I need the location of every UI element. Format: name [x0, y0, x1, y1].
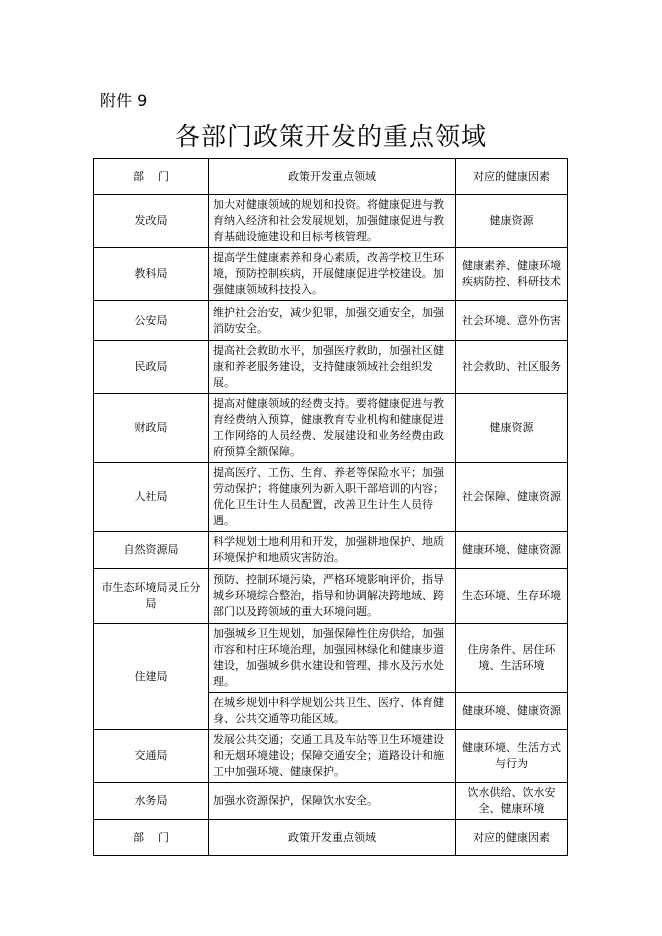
row-health-factor: 健康环境、健康资源 [456, 693, 568, 730]
table-row [94, 463, 568, 532]
footer-header-health-factor: 对应的健康因素 [456, 820, 568, 856]
table-row [94, 730, 568, 783]
table-header-row [94, 159, 568, 195]
header-department: 部 门 [94, 159, 209, 195]
row-department: 发改局 [94, 195, 209, 248]
row-department: 公安局 [94, 301, 209, 341]
table-row [94, 624, 568, 693]
table-footer-row [94, 820, 568, 856]
row-policy-focus: 提高对健康领域的经费支持。要将健康促进与教育经费纳入预算，健康教育专业机构和健康促进工作网络的人员经费、发展建设和业务经费由政府预算全额保障。 [209, 394, 456, 463]
row-health-factor: 住房条件、居住环境、生活环境 [456, 624, 568, 693]
table-row [94, 195, 568, 248]
table-row [94, 248, 568, 301]
attachment-label: 附件 9 [100, 91, 148, 110]
row-health-factor: 社会保障、健康资源 [456, 463, 568, 532]
row-health-factor: 饮水供给、饮水安全、健康环境 [456, 783, 568, 820]
row-health-factor: 社会救助、社区服务 [456, 341, 568, 394]
row-policy-focus: 科学规划土地利用和开发，加强耕地保护、地质环境保护和地质灾害防治。 [209, 532, 456, 569]
table-row [94, 569, 568, 624]
row-health-factor: 健康资源 [456, 195, 568, 248]
row-health-factor: 生态环境、生存环境 [456, 569, 568, 624]
row-health-factor: 健康环境、健康资源 [456, 532, 568, 569]
table-row [94, 341, 568, 394]
row-department: 民政局 [94, 341, 209, 394]
document-title: 各部门政策开发的重点领域 [174, 122, 487, 151]
row-department: 教科局 [94, 248, 209, 301]
row-policy-focus: 预防、控制环境污染，严格环境影响评价，指导城乡环境综合整治，指导和协调解决跨地域、跨部门以及跨领域的重大环境问题。 [209, 569, 456, 624]
row-department: 市生态环境局灵丘分局 [94, 569, 209, 624]
table-row [94, 394, 568, 463]
row-policy-focus: 在城乡规划中科学规划公共卫生、医疗、体育健身、公共交通等功能区域。 [209, 693, 456, 730]
row-health-factor: 健康环境、生活方式与行为 [456, 730, 568, 783]
row-department: 住建局 [94, 624, 209, 730]
footer-header-department: 部 门 [94, 820, 209, 856]
row-policy-focus: 提高学生健康素养和身心素质，改善学校卫生环境，预防控制疾病，开展健康促进学校建设。加强健康领域科技投入。 [209, 248, 456, 301]
row-health-factor: 社会环境、意外伤害 [456, 301, 568, 341]
row-health-factor: 健康素养、健康环境疾病防控、科研技术 [456, 248, 568, 301]
table-row [94, 783, 568, 820]
row-policy-focus: 提高社会救助水平，加强医疗救助，加强社区健康和养老服务建设，支持健康领域社会组织发展。 [209, 341, 456, 394]
row-department: 财政局 [94, 394, 209, 463]
row-policy-focus: 加大对健康领域的规划和投资。将健康促进与教育纳入经济和社会发展规划，加强健康促进与教育基础设施建设和目标考核管理。 [209, 195, 456, 248]
row-policy-focus: 维护社会治安，减少犯罪，加强交通安全，加强消防安全。 [209, 301, 456, 341]
row-policy-focus: 提高医疗、工伤、生育、养老等保险水平；加强劳动保护；将健康列为新入职干部培训的内容；优化卫生计生人员配置，改善卫生计生人员待遇。 [209, 463, 456, 532]
row-department: 水务局 [94, 783, 209, 820]
row-department: 交通局 [94, 730, 209, 783]
row-policy-focus: 发展公共交通；交通工具及车站等卫生环境建设和无烟环境建设；保障交通安全；道路设计和施工中加强环境、健康保护。 [209, 730, 456, 783]
header-health-factor: 对应的健康因素 [456, 159, 568, 195]
table-row [94, 532, 568, 569]
row-policy-focus: 加强水资源保护，保障饮水安全。 [209, 783, 456, 820]
footer-header-policy-focus: 政策开发重点领域 [209, 820, 456, 856]
row-department: 人社局 [94, 463, 209, 532]
policy-table [93, 158, 568, 856]
row-department: 自然资源局 [94, 532, 209, 569]
row-policy-focus: 加强城乡卫生规划，加强保障性住房供给，加强市容和村庄环境治理，加强园林绿化和健康步道建设，加强城乡供水建设和管理、排水及污水处理。 [209, 624, 456, 693]
table-row [94, 301, 568, 341]
header-policy-focus: 政策开发重点领域 [209, 159, 456, 195]
row-health-factor: 健康资源 [456, 394, 568, 463]
